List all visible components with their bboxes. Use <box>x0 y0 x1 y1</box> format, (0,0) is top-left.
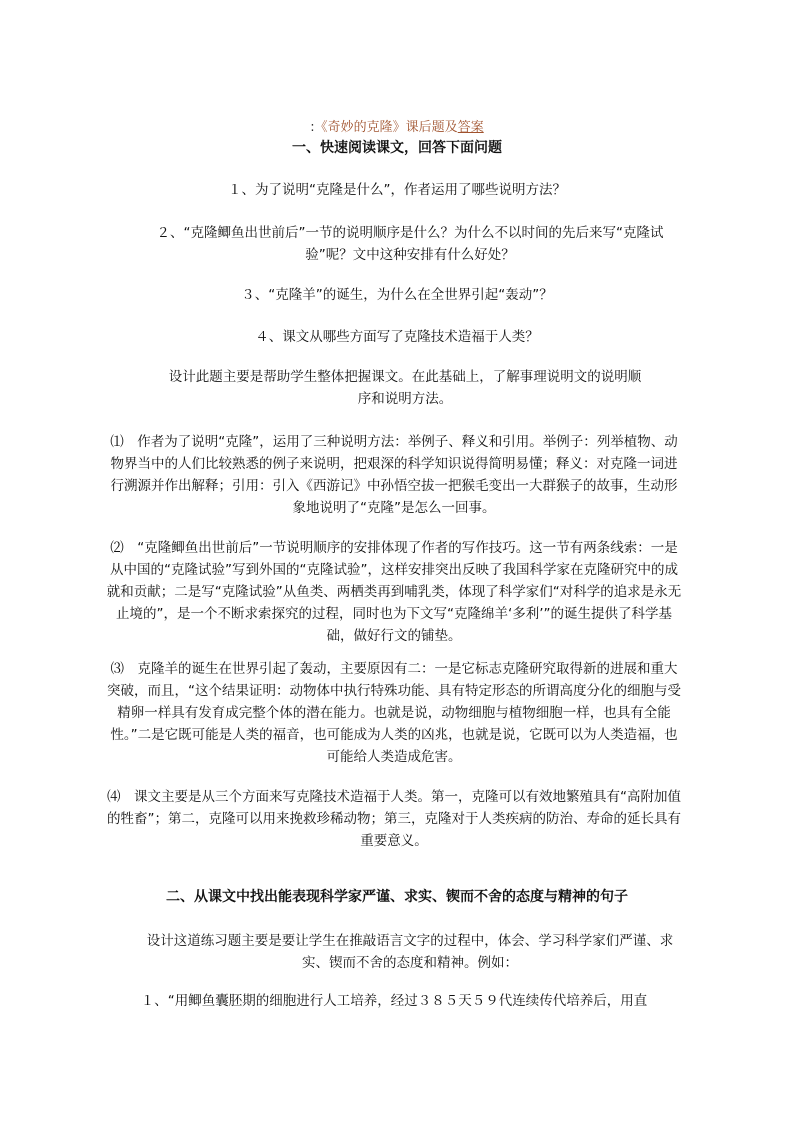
doc-title-answer-link[interactable]: 答案 <box>457 120 484 135</box>
section2-heading: 二、从课文中找出能表现科学家严谨、求实、锲而不舍的态度与精神的句子 <box>166 889 628 905</box>
doc-title-prefix: : <box>310 120 315 135</box>
answer-2: ⑵ “克隆鲫鱼出世前后”一节说明顺序的安排体现了作者的写作技巧。这一节有两条线索：一是从中国的“克隆试验”写到外国的“克隆试验”，这样安排突出反映了我国科学家在克隆研究中的成就和贡献；二是写“克隆试验”从鱼类、两栖类再到哺乳类，体现了科学家们“对科学的追求是永无止境的”，是一个不断求索探究的过程，同时也为下文写“克隆绵羊‘多利’”的诞生提供了科学基础，做好行文的铺垫。 <box>106 540 682 644</box>
answer-4: ⑷ 课文主要是从三个方面来写克隆技术造福于人类。第一，克隆可以有效地繁殖具有“高附加值的牲畜”；第二，克隆可以用来挽救珍稀动物；第三，克隆对于人类疾病的防治、寿命的延长具有重要意义。 <box>107 789 681 849</box>
question-4: ４、课文从哪些方面写了克隆技术造福于人类？ <box>255 329 539 345</box>
example-1: １、“用鲫鱼囊胚期的细胞进行人工培养，经过３８５天５９代连续传代培养后，用直 <box>140 993 648 1009</box>
answer-3: ⑶ 克隆羊的诞生在世界引起了轰动，主要原因有二：一是它标志克隆研究取得新的进展和重大突破，而且，“这个结果证明：动物体中执行特殊功能、具有特定形态的所谓高度分化的细胞与受精卵一样具有发育成完整个体的潜在能力。也就是说，动物细胞与植物细胞一样，也具有全能性。”二是它既可能是人类的福音，也可能成为人类的凶兆，也就是说，它既可以为人类造福，也可能给人类造成危害。 <box>107 661 681 765</box>
question-3: ３、“克隆羊”的诞生，为什么在全世界引起“轰动”？ <box>241 287 553 303</box>
design-note-2: 设计这道练习题主要是要让学生在推敲语言文字的过程中，体会、学习科学家们严谨、求实、锲而不舍的态度和精神。例如： <box>146 933 674 971</box>
question-2: ２、“克隆鲫鱼出世前后”一节的说明顺序是什么？为什么不以时间的先后来写“克隆试验”呢？文中这种安排有什么好处？ <box>156 225 664 263</box>
question-1: １、为了说明“克隆是什么”，作者运用了哪些说明方法？ <box>228 182 566 198</box>
section1-heading: 一、快速阅读课文，回答下面问题 <box>292 140 502 156</box>
answer-1: ⑴ 作者为了说明“克隆”，运用了三种说明方法：举例子、释义和引用。举例子：列举植物、动物界当中的人们比较熟悉的例子来说明，把艰深的科学知识说得简明易懂；释义：对克隆一词进行溯源并作出解释；引用：引入《西游记》中孙悟空拔一把猴毛变出一大群猴子的故事，生动形象地说明了“克隆”是怎么一回事。 <box>110 434 678 516</box>
doc-title-link[interactable]: 《奇妙的克隆》课后题及 <box>314 120 458 135</box>
doc-title <box>140 119 654 137</box>
design-note-1: 设计此题主要是帮助学生整体把握课文。在此基础上，了解事理说明文的说明顺序和说明方法。 <box>168 369 642 407</box>
